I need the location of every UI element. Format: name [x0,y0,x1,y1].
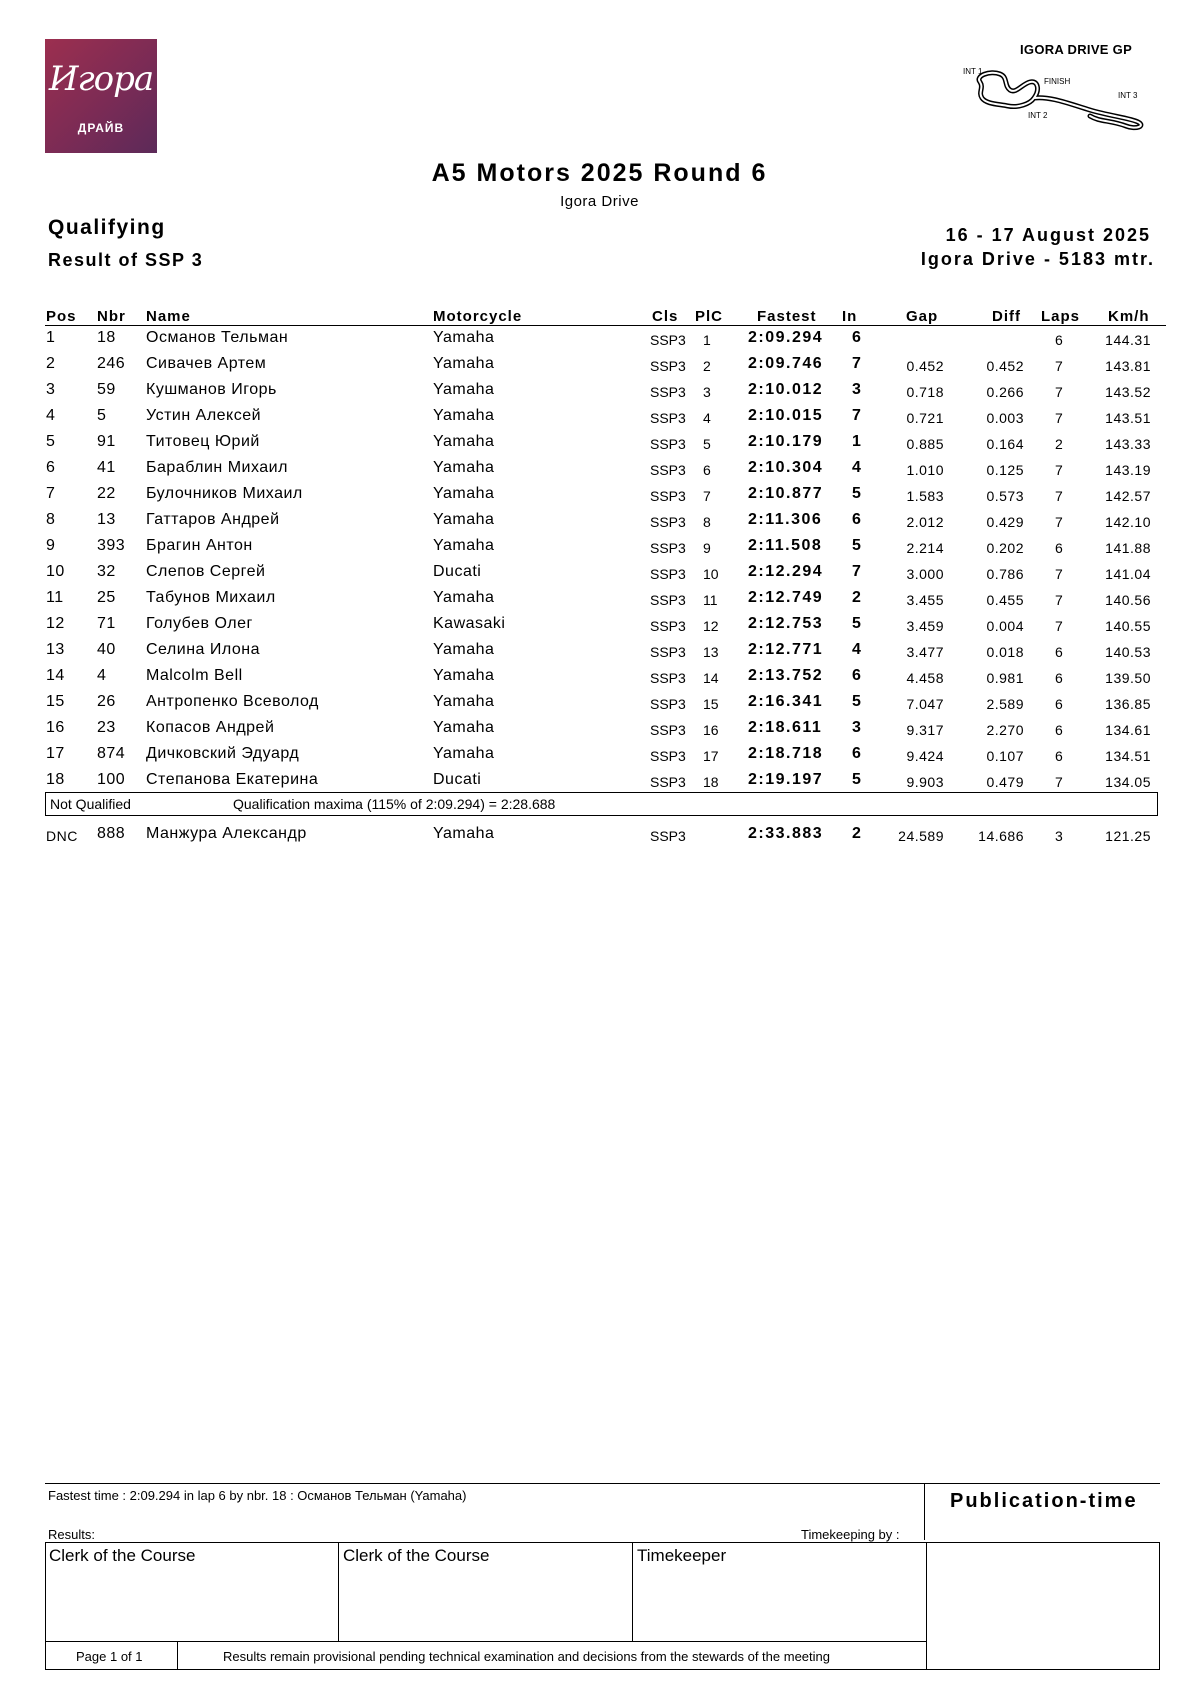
track-int2-label: INT 2 [1028,111,1048,120]
cell-plc: 2 [703,358,711,374]
cell-cls: SSP3 [650,384,686,400]
cell-laps: 7 [1055,358,1064,374]
track-map-icon [960,64,1150,134]
cell-plc: 1 [703,332,711,348]
cell-diff: 0.455 [986,592,1024,608]
cell-kmh: 143.51 [1105,410,1151,426]
table-row [0,768,1199,794]
igora-drive-logo [45,39,157,153]
cell-fastest: 2:11.306 [748,511,823,528]
col-kmh: Km/h [1108,308,1150,325]
cell-in: 6 [852,511,861,528]
cell-laps: 6 [1055,722,1064,738]
cell-gap: 0.885 [906,436,944,452]
cell-laps: 7 [1055,774,1064,790]
cell-moto: Yamaha [433,641,495,658]
cell-cls: SSP3 [650,566,686,582]
cell-moto: Yamaha [433,719,495,736]
event-venue: Igora Drive [560,193,639,210]
cell-fastest: 2:12.294 [748,563,824,580]
cell-pos: 12 [46,615,65,632]
cell-diff: 0.479 [986,774,1024,790]
cell-laps: 7 [1055,488,1064,504]
cell-plc: 11 [703,592,718,608]
cell-nbr: 18 [97,329,116,346]
cell-cls: SSP3 [650,332,686,348]
cell-nbr: 22 [97,485,116,502]
page-number: Page 1 of 1 [76,1649,143,1664]
not-qualified-label: Not Qualified [50,796,131,812]
event-dates: 16 - 17 August 2025 [945,225,1151,245]
table-row [0,482,1199,508]
col-laps: Laps [1041,308,1081,325]
cell-pos: 7 [46,485,56,502]
cell-laps: 2 [1055,436,1064,452]
cell-name: Булочников Михаил [146,485,303,502]
cell-in: 3 [852,719,861,736]
col-name: Name [146,308,191,325]
cell-pos: 8 [46,511,56,528]
cell-kmh: 141.88 [1105,540,1151,556]
cell-kmh: 139.50 [1105,670,1151,686]
cell-fastest: 2:11.508 [748,537,823,554]
track-int3-label: INT 3 [1118,91,1138,100]
cell-fastest: 2:09.746 [748,355,824,372]
col-diff: Diff [992,308,1021,325]
cell-diff: 0.573 [986,488,1024,504]
cell-cls: SSP3 [650,410,686,426]
cell-diff: 0.429 [986,514,1024,530]
table-row [0,508,1199,534]
cell-laps: 6 [1055,332,1064,348]
cell-cls: SSP3 [650,358,686,374]
signature-timekeeper-label: Timekeeper [637,1546,727,1565]
cell-plc: 10 [703,566,719,582]
footer-bottom-row [46,1641,927,1670]
cell-moto: Yamaha [433,667,495,684]
cell-in: 6 [852,329,861,346]
table-row [0,352,1199,378]
col-pos: Pos [46,308,77,325]
cell-gap: 9.424 [906,748,944,764]
cell-in: 5 [852,615,861,632]
cell-fastest: 2:10.015 [748,407,824,424]
fastest-time-summary: Fastest time : 2:09.294 in lap 6 by nbr. 18 : Османов Тельман (Yamaha) [48,1488,467,1503]
cell-cls: SSP3 [650,488,686,504]
cell-diff: 0.202 [986,540,1024,556]
signature-grid [45,1542,1160,1670]
cell-laps: 6 [1055,696,1064,712]
cell-gap: 7.047 [906,696,944,712]
cell-diff: 0.018 [986,644,1024,660]
cell-plc: 13 [703,644,719,660]
cell-plc: 6 [703,462,711,478]
cell-nbr: 393 [97,537,126,554]
cell-kmh: 121.25 [1105,828,1151,844]
cell-fastest: 2:12.771 [748,641,824,658]
cell-moto: Yamaha [433,511,495,528]
col-plc: PlC [695,308,724,325]
cell-cls: SSP3 [650,462,686,478]
signature-clerk-2-label: Clerk of the Course [343,1546,490,1565]
cell-moto: Yamaha [433,381,495,398]
cell-plc: 9 [703,540,711,556]
cell-gap: 0.452 [906,358,944,374]
cell-diff: 0.266 [986,384,1024,400]
cell-nbr: 23 [97,719,116,736]
cell-plc: 17 [703,748,719,764]
cell-plc: 15 [703,696,719,712]
cell-gap: 1.583 [906,488,944,504]
cell-gap: 9.903 [906,774,944,790]
cell-gap: 1.010 [906,462,944,478]
cell-nbr: 40 [97,641,116,658]
cell-fastest: 2:12.749 [748,589,824,606]
cell-in: 7 [852,563,861,580]
signature-clerk-2 [340,1543,633,1641]
cell-plc: 5 [703,436,711,452]
cell-gap: 3.477 [906,644,944,660]
track-finish-label: FINISH [1044,77,1071,86]
cell-moto: Yamaha [433,745,495,762]
cell-cls: SSP3 [650,514,686,530]
cell-name: Дичковский Эдуард [146,745,300,762]
cell-cls: SSP3 [650,696,686,712]
cell-fastest: 2:18.718 [748,745,824,762]
col-in: In [842,308,858,325]
cell-laps: 6 [1055,644,1064,660]
table-row [0,716,1199,742]
cell-kmh: 134.51 [1105,748,1151,764]
cell-nbr: 26 [97,693,116,710]
cell-nbr: 5 [97,407,107,424]
signature-timekeeper [634,1543,927,1641]
cell-moto: Yamaha [433,459,495,476]
result-class: Result of SSP 3 [48,250,204,270]
cell-pos: 11 [46,589,64,606]
logo-script: Игора [48,59,154,99]
cell-cls: SSP3 [650,774,686,790]
col-gap: Gap [906,308,939,325]
cell-in: 5 [852,485,861,502]
cell-laps: 7 [1055,592,1064,608]
table-row [0,456,1199,482]
cell-gap: 4.458 [906,670,944,686]
cell-laps: 7 [1055,618,1064,634]
circuit-info: Igora Drive - 5183 mtr. [920,249,1155,269]
cell-name: Брагин Антон [146,537,253,554]
cell-nbr: 32 [97,563,116,580]
cell-nbr: 246 [97,355,126,372]
cell-diff: 0.452 [986,358,1024,374]
brand-name: IGORA DRIVE GP [1020,42,1133,57]
cell-kmh: 140.55 [1105,618,1151,634]
cell-name: Слепов Сергей [146,563,266,580]
col-cls: Cls [652,308,679,325]
cell-gap: 9.317 [906,722,944,738]
logo-caption: ДРАЙВ [77,121,125,135]
cell-nbr: 41 [97,459,116,476]
cell-kmh: 144.31 [1105,332,1151,348]
cell-plc: 4 [703,410,711,426]
cell-pos: 9 [46,537,56,554]
cell-name: Malcolm Bell [146,667,243,684]
cell-in: 5 [852,771,861,788]
cell-nbr: 91 [97,433,116,450]
cell-pos: 5 [46,433,56,450]
cell-pos: DNC [46,828,78,844]
cell-fastest: 2:10.179 [748,433,824,450]
results-label: Results: [48,1527,95,1542]
table-row [0,742,1199,768]
cell-laps: 7 [1055,566,1064,582]
table-row [0,822,1199,848]
cell-diff: 0.003 [986,410,1024,426]
cell-plc: 8 [703,514,711,530]
cell-in: 2 [852,589,861,606]
cell-nbr: 25 [97,589,116,606]
track-int1-label: INT 1 [963,67,983,76]
cell-name: Антропенко Всеволод [146,693,319,710]
cell-kmh: 134.05 [1105,774,1151,790]
cell-diff: 14.686 [978,828,1024,844]
cell-cls: SSP3 [650,828,686,844]
cell-in: 1 [852,433,861,450]
cell-nbr: 100 [97,771,126,788]
cell-nbr: 13 [97,511,116,528]
cell-pos: 18 [46,771,65,788]
timekeeping-by: Timekeeping by : [801,1527,900,1542]
cell-nbr: 4 [97,667,107,684]
cell-gap: 0.718 [906,384,944,400]
cell-diff: 0.107 [986,748,1024,764]
cell-nbr: 874 [97,745,126,762]
table-row [0,378,1199,404]
cell-laps: 7 [1055,462,1064,478]
cell-fastest: 2:19.197 [748,771,824,788]
cell-gap: 3.000 [906,566,944,582]
cell-fastest: 2:10.012 [748,381,824,398]
cell-pos: 14 [46,667,65,684]
table-row [0,560,1199,586]
cell-name: Бараблин Михаил [146,459,288,476]
cell-plc: 14 [703,670,719,686]
cell-pos: 10 [46,563,65,580]
publication-time: Publication-time [950,1490,1138,1512]
cell-name: Кушманов Игорь [146,381,277,398]
cell-kmh: 143.81 [1105,358,1151,374]
cell-name: Устин Алексей [146,407,262,424]
cell-fastest: 2:12.753 [748,615,824,632]
cell-in: 4 [852,641,861,658]
provisional-disclaimer: Results remain provisional pending technical examination and decisions from the stewards of the meeting [223,1649,830,1664]
cell-in: 4 [852,459,861,476]
cell-moto: Ducati [433,771,482,788]
cell-nbr: 59 [97,381,116,398]
cell-diff: 0.004 [986,618,1024,634]
cell-pos: 17 [46,745,65,762]
cell-cls: SSP3 [650,644,686,660]
cell-kmh: 141.04 [1105,566,1151,582]
cell-name: Степанова Екатерина [146,771,319,788]
cell-diff: 2.589 [986,696,1024,712]
cell-name: Манжура Александр [146,825,307,842]
cell-fastest: 2:10.304 [748,459,824,476]
not-qualified-box [45,792,1158,816]
cell-moto: Yamaha [433,825,495,842]
cell-nbr: 888 [97,825,126,842]
session-name: Qualifying [48,216,166,239]
table-row [0,534,1199,560]
cell-name: Табунов Михаил [146,589,276,606]
cell-kmh: 143.33 [1105,436,1151,452]
cell-kmh: 136.85 [1105,696,1151,712]
cell-plc: 7 [703,488,711,504]
table-row [0,586,1199,612]
event-title: A5 Motors 2025 Round 6 [431,159,768,187]
table-row [0,612,1199,638]
col-motorcycle: Motorcycle [433,308,523,325]
table-row [0,404,1199,430]
cell-gap: 2.214 [906,540,944,556]
cell-kmh: 143.52 [1105,384,1151,400]
cell-fastest: 2:16.341 [748,693,824,710]
cell-plc: 3 [703,384,711,400]
cell-cls: SSP3 [650,436,686,452]
table-row [0,690,1199,716]
cell-moto: Yamaha [433,693,495,710]
cell-laps: 6 [1055,748,1064,764]
cell-in: 6 [852,667,861,684]
cell-name: Гаттаров Андрей [146,511,280,528]
cell-diff: 2.270 [986,722,1024,738]
cell-in: 5 [852,537,861,554]
cell-cls: SSP3 [650,592,686,608]
cell-cls: SSP3 [650,540,686,556]
table-row [0,664,1199,690]
cell-fastest: 2:10.877 [748,485,824,502]
cell-plc: 16 [703,722,719,738]
cell-nbr: 71 [97,615,116,632]
cell-laps: 6 [1055,540,1064,556]
cell-kmh: 140.56 [1105,592,1151,608]
cell-fastest: 2:33.883 [748,825,824,842]
cell-cls: SSP3 [650,722,686,738]
qualification-maxima: Qualification maxima (115% of 2:09.294) = 2:28.688 [233,796,556,812]
cell-fastest: 2:13.752 [748,667,824,684]
cell-cls: SSP3 [650,618,686,634]
cell-name: Копасов Андрей [146,719,275,736]
cell-name: Селина Илона [146,641,261,658]
cell-in: 5 [852,693,861,710]
cell-moto: Kawasaki [433,615,506,632]
cell-moto: Ducati [433,563,482,580]
page-number-cell [46,1642,178,1670]
cell-moto: Yamaha [433,485,495,502]
cell-pos: 16 [46,719,65,736]
cell-diff: 0.164 [986,436,1024,452]
cell-gap: 3.455 [906,592,944,608]
cell-in: 3 [852,381,861,398]
signature-clerk-1-label: Clerk of the Course [49,1546,196,1565]
cell-pos: 13 [46,641,65,658]
cell-cls: SSP3 [650,670,686,686]
cell-laps: 3 [1055,828,1064,844]
cell-pos: 15 [46,693,65,710]
cell-pos: 4 [46,407,56,424]
cell-gap: 24.589 [898,828,944,844]
table-row [0,638,1199,664]
cell-kmh: 140.53 [1105,644,1151,660]
col-fastest: Fastest [757,308,817,325]
cell-gap: 3.459 [906,618,944,634]
cell-kmh: 143.19 [1105,462,1151,478]
cell-name: Голубев Олег [146,615,253,632]
cell-moto: Yamaha [433,355,495,372]
cell-cls: SSP3 [650,748,686,764]
cell-in: 2 [852,825,861,842]
cell-kmh: 142.10 [1105,514,1151,530]
cell-laps: 7 [1055,384,1064,400]
cell-name: Титовец Юрий [146,433,260,450]
cell-diff: 0.981 [986,670,1024,686]
signature-clerk-1 [46,1543,339,1641]
cell-plc: 18 [703,774,719,790]
cell-kmh: 142.57 [1105,488,1151,504]
cell-moto: Yamaha [433,537,495,554]
cell-pos: 6 [46,459,56,476]
cell-fastest: 2:18.611 [748,719,823,736]
publication-time-cell [928,1543,1157,1669]
cell-pos: 3 [46,381,56,398]
cell-in: 7 [852,355,861,372]
cell-name: Османов Тельман [146,329,289,346]
table-row [0,430,1199,456]
cell-kmh: 134.61 [1105,722,1151,738]
cell-diff: 0.125 [986,462,1024,478]
cell-diff: 0.786 [986,566,1024,582]
cell-fastest: 2:09.294 [748,329,824,346]
cell-moto: Yamaha [433,433,495,450]
col-nbr: Nbr [97,308,126,325]
cell-moto: Yamaha [433,407,495,424]
cell-laps: 7 [1055,514,1064,530]
cell-in: 6 [852,745,861,762]
cell-gap: 0.721 [906,410,944,426]
table-row [0,326,1199,352]
cell-laps: 7 [1055,410,1064,426]
cell-name: Сивачев Артем [146,355,267,372]
cell-pos: 2 [46,355,56,372]
cell-moto: Yamaha [433,329,495,346]
cell-in: 7 [852,407,861,424]
cell-moto: Yamaha [433,589,495,606]
cell-plc: 12 [703,618,719,634]
cell-gap: 2.012 [906,514,944,530]
cell-pos: 1 [46,329,56,346]
cell-laps: 6 [1055,670,1064,686]
